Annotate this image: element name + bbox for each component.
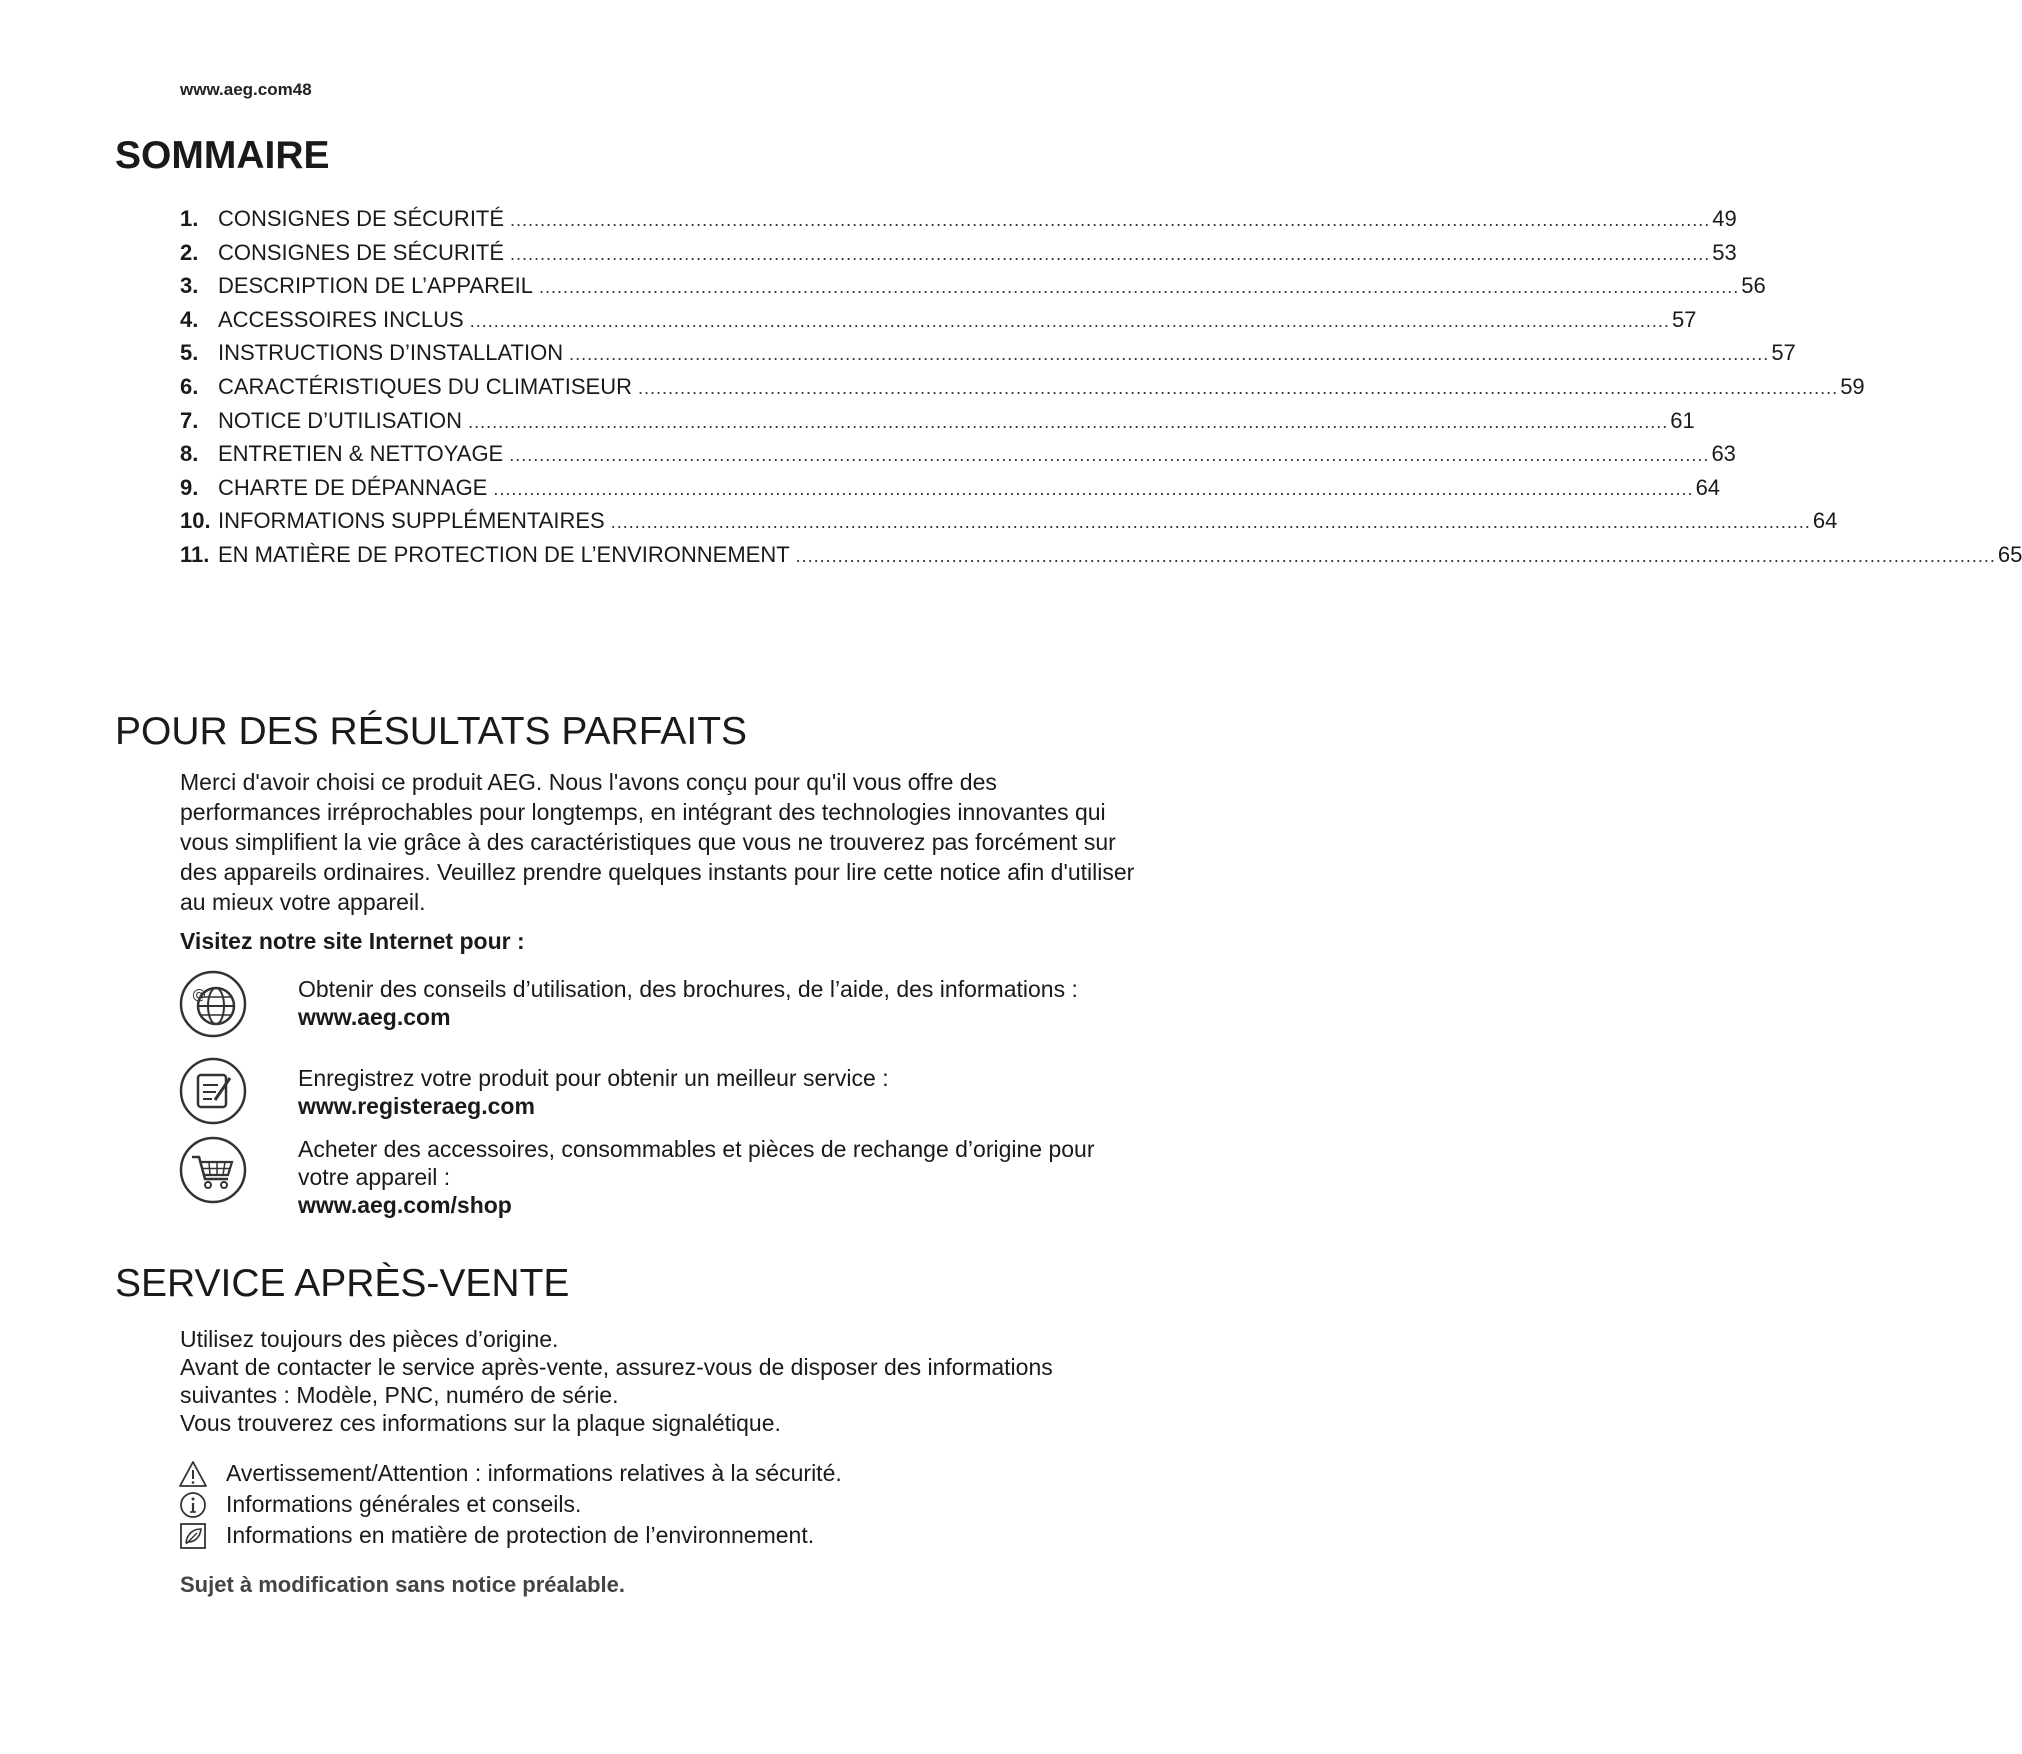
toc-entry[interactable] bbox=[180, 273, 1766, 307]
toc-page: 53 bbox=[1712, 239, 1737, 265]
register-website-link[interactable]: www.registeraeg.com bbox=[298, 1093, 535, 1119]
toc-number: 9. bbox=[180, 474, 199, 500]
intro-paragraph: Merci d'avoir choisi ce produit AEG. Nous l'avons conçu pour qu'il vous offre des performances irréprochables pour longtemps, en intégrant des technologies innovantes qui vous simplifient la vie grâce à des caractéristiques que vous ne trouverez pas forcément sur des appareils ordinaires. Veuillez prendre quelques instants pour lire cette notice afin d'utiliser au mieux votre appareil. bbox=[180, 769, 1135, 915]
footnote: Sujet à modification sans notice préalable. bbox=[180, 1572, 626, 1597]
toc-leader: ........................................................................................................................................................................................................ bbox=[510, 210, 1711, 230]
toc-title: EN MATIÈRE DE PROTECTION DE L’ENVIRONNEMENT bbox=[218, 541, 790, 567]
link-description: Acheter des accessoires, consommables et pièces de rechange d’origine pour votre appareil : bbox=[298, 1136, 1095, 1190]
website-link-text bbox=[298, 975, 1138, 1031]
link-description: Obtenir des conseils d’utilisation, des brochures, de l’aide, des informations : bbox=[298, 976, 1078, 1002]
toc-leader: ........................................................................................................................................................................................................ bbox=[795, 545, 1996, 566]
link-description: Enregistrez votre produit pour obtenir un meilleur service : bbox=[298, 1065, 889, 1091]
toc-page: 64 bbox=[1812, 508, 1838, 534]
shopping-cart-icon bbox=[178, 1135, 248, 1205]
service-line: Utilisez toujours des pièces d’origine. bbox=[180, 1326, 559, 1352]
toc-leader: ........................................................................................................................................................................................................ bbox=[493, 478, 1694, 499]
toc-entry[interactable] bbox=[180, 474, 1721, 509]
toc-entry[interactable] bbox=[180, 239, 1737, 274]
toc-number: 7. bbox=[180, 407, 199, 433]
sommaire-title: SOMMAIRE bbox=[115, 134, 330, 177]
toc-leader: ........................................................................................................................................................................................................ bbox=[610, 512, 1811, 533]
legend-text: Informations générales et conseils. bbox=[226, 1491, 582, 1517]
toc-number: 3. bbox=[180, 273, 199, 299]
page-header: www.aeg.com48 bbox=[180, 80, 312, 99]
toc-entry[interactable] bbox=[180, 508, 1838, 542]
toc-page: 59 bbox=[1840, 373, 1865, 399]
legend-item bbox=[178, 1520, 1138, 1551]
table-of-contents bbox=[180, 206, 2022, 576]
toc-entry[interactable] bbox=[180, 373, 1865, 408]
toc-leader: ........................................................................................................................................................................................................ bbox=[468, 411, 1669, 432]
toc-entry[interactable] bbox=[180, 407, 1695, 442]
aeg-website-link[interactable]: www.aeg.com bbox=[298, 1004, 451, 1030]
toc-leader: ........................................................................................................................................................................................................ bbox=[569, 344, 1770, 365]
toc-leader: ........................................................................................................................................................................................................ bbox=[509, 445, 1710, 466]
toc-entry[interactable] bbox=[180, 340, 1796, 374]
toc-page: 63 bbox=[1711, 441, 1736, 467]
legend-text: Informations en matière de protection de l’environnement. bbox=[226, 1522, 815, 1548]
globe-icon bbox=[178, 969, 248, 1039]
service-line: Avant de contacter le service après-vente, assurez-vous de disposer des informations suivantes : Modèle, PNC, numéro de série. bbox=[180, 1354, 1053, 1408]
shop-website-link[interactable]: www.aeg.com/shop bbox=[298, 1192, 512, 1218]
toc-title: CONSIGNES DE SÉCURITÉ bbox=[218, 206, 505, 231]
toc-number: 1. bbox=[180, 206, 199, 231]
environment-icon bbox=[178, 1522, 208, 1550]
toc-page: 49 bbox=[1712, 206, 1737, 231]
toc-page: 56 bbox=[1741, 273, 1766, 299]
info-icon bbox=[178, 1491, 208, 1519]
toc-number: 6. bbox=[180, 373, 199, 399]
toc-number: 5. bbox=[180, 340, 199, 366]
register-icon bbox=[178, 1056, 248, 1126]
toc-number: 8. bbox=[180, 441, 199, 467]
service-paragraph bbox=[180, 1325, 1140, 1437]
toc-page: 65 bbox=[1997, 541, 2022, 567]
toc-leader: ........................................................................................................................................................................................................ bbox=[469, 310, 1670, 331]
toc-title: ENTRETIEN & NETTOYAGE bbox=[218, 441, 504, 467]
toc-title: NOTICE D’UTILISATION bbox=[218, 407, 463, 433]
toc-number: 10. bbox=[180, 508, 211, 534]
toc-page: 57 bbox=[1771, 340, 1796, 366]
warning-icon bbox=[178, 1460, 208, 1488]
service-line: Vous trouverez ces informations sur la plaque signalétique. bbox=[180, 1410, 781, 1436]
shop-link-text bbox=[298, 1135, 1138, 1219]
svg-text:@: @ bbox=[192, 987, 206, 1003]
toc-entry[interactable] bbox=[180, 206, 1737, 240]
legend-item bbox=[178, 1458, 1138, 1489]
visit-heading: Visitez notre site Internet pour : bbox=[180, 928, 525, 954]
legend-text: Avertissement/Attention : informations relatives à la sécurité. bbox=[226, 1460, 842, 1486]
toc-number: 2. bbox=[180, 239, 199, 265]
toc-title: CONSIGNES DE SÉCURITÉ bbox=[218, 239, 505, 265]
register-link-text bbox=[298, 1064, 1138, 1120]
toc-title: DESCRIPTION DE L’APPAREIL bbox=[218, 273, 534, 299]
toc-number: 11. bbox=[180, 541, 210, 567]
toc-leader: ........................................................................................................................................................................................................ bbox=[510, 243, 1711, 264]
toc-number: 4. bbox=[180, 306, 199, 332]
toc-title: CHARTE DE DÉPANNAGE bbox=[218, 474, 488, 500]
toc-page: 61 bbox=[1670, 407, 1695, 433]
toc-entry[interactable] bbox=[180, 306, 1697, 341]
toc-page: 64 bbox=[1695, 474, 1721, 500]
toc-page: 57 bbox=[1671, 306, 1697, 332]
toc-title: CARACTÉRISTIQUES DU CLIMATISEUR bbox=[218, 373, 632, 399]
toc-leader: ........................................................................................................................................................................................................ bbox=[539, 277, 1740, 298]
service-title: SERVICE APRÈS-VENTE bbox=[115, 1262, 570, 1305]
toc-title: INSTRUCTIONS D’INSTALLATION bbox=[218, 340, 564, 366]
toc-leader: ........................................................................................................................................................................................................ bbox=[637, 377, 1839, 398]
toc-title: INFORMATIONS SUPPLÉMENTAIRES bbox=[218, 508, 605, 534]
results-title: POUR DES RÉSULTATS PARFAITS bbox=[115, 710, 748, 753]
toc-title: ACCESSOIRES INCLUS bbox=[218, 306, 464, 332]
toc-entry[interactable] bbox=[180, 441, 1736, 475]
legend-item bbox=[178, 1489, 1138, 1520]
symbol-legend bbox=[178, 1458, 1138, 1551]
toc-entry[interactable] bbox=[180, 541, 2022, 576]
